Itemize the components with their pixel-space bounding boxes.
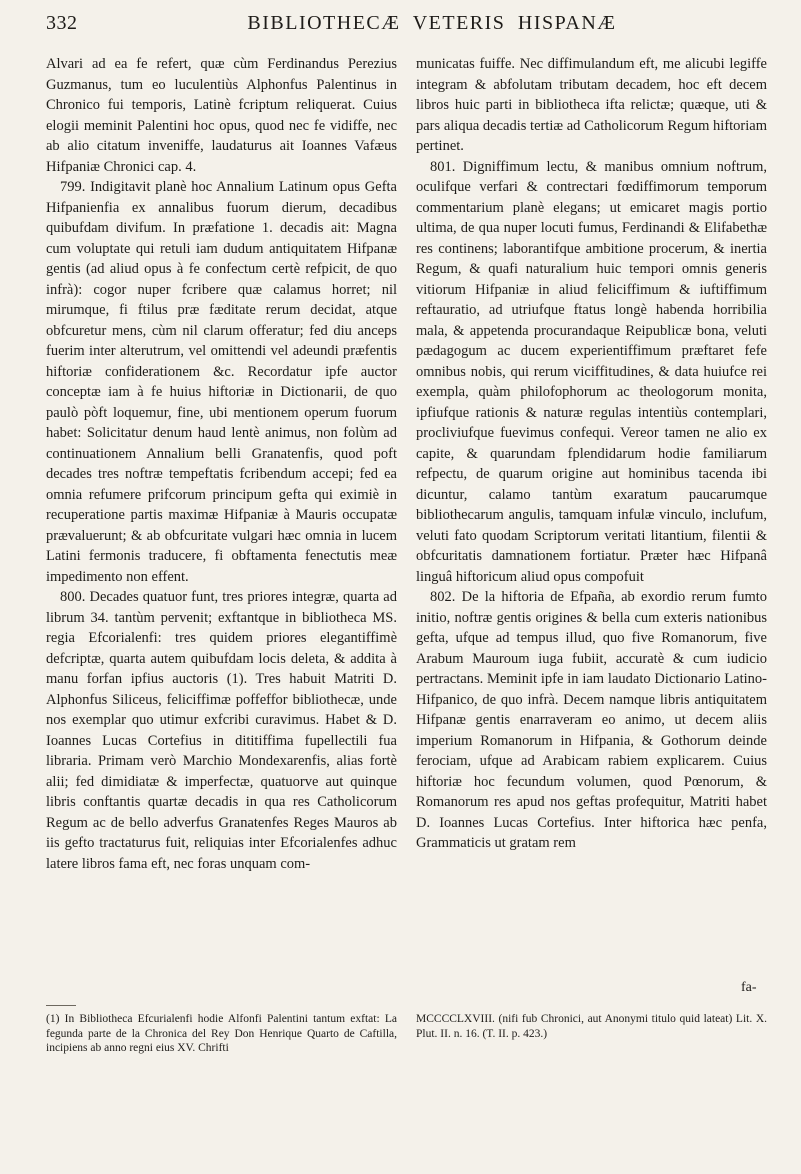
- footnote-right: [416, 1012, 767, 1041]
- page-header: [0, 0, 801, 50]
- page-number: 332: [46, 12, 78, 34]
- paragraph-799: 799. Indigitavit planè hoc Annalium Latinum opus Gefta Hifpanienfia ex annalibus fuorum dierum, decadibus quibufdam divifum. In præfatione 1. decadis ait: Magna cum voluptate qui retuli iam dudum antiquitatem Hifpanæ gentis (ad aliud opus à fe confectum certè refpicit, de quo infrà): cogor nuper fcribere quæ calamus horret; nil mirumque, fi ftilus præ fæditate rerum decidat, atque obfcuretur mens, cùm nil clarum offeratur; fed diu anceps fuerim inter alterutrum, vel omittendi vel adeundi præfentis hiftoriæ confiderationem &c. Recordatur ipfe auctor conceptæ iam à fe huius hiftoriæ in Dictionarii, de quo paulò pòft loquemur, fine, ubi mentionem operum fuorum habet: Solicitatur denum haud lentè animus, non folùm ad continuationem Annalium belli Granatenfis, quod poft decades tres noftræ tempeftatis fcribendum accepi; fed ea omnia refumere prifcorum principum gefta qui eximiè in recuperatione partis maximæ Hifpaniæ à Mauris occupatæ prævaluerunt; & ab obfcuritate vulgari hæc omnia in lucem Latini fermonis traducere, fi obftamenta fenectutis meæ impedimento non effent.: [46, 179, 397, 585]
- left-column: [46, 54, 397, 874]
- footnote-1-continued: MCCCCLXVIII. (nifi fub Chronici, aut Anonymi titulo quid lateat) Lit. X. Plut. II. n. 16. (T. II. p. 423.): [416, 1013, 767, 1040]
- footnote-1: (1) In Bibliotheca Efcurialenfi hodie Alfonfi Palentini tantum exftat: La fegunda parte de la Chronica del Rey Don Henrique Quarto de Caftilla, incipiens ab anno regni eius XV. Chrifti: [46, 1013, 397, 1054]
- footnote-divider: [46, 1005, 76, 1006]
- running-title: BIBLIOTHECÆ VETERIS HISPANÆ: [247, 12, 617, 34]
- right-column: [416, 54, 767, 854]
- paragraph-802: 802. De la hiftoria de Efpaña, ab exordio rerum fumto initio, noftræ gentis origines & bella cum exteris nationibus gefta, ufque ad tempus illud, quo five Romanorum, five Arabum Mauroum iuga fubiit, accuratè & cum iudicio pertractans. Meminit ipfe in iam laudato Dictionario Latino-Hifpanico, de quo infrà. Decem namque libris antiquitatem Hifpanæ gentis enarraveram eo animo, ut decem aliis imperium Romanorum in Hifpania, & Gothorum deinde ferociam, ufque ad Arabicam rabiem explicarem. Cuius hiftoriæ hoc fecundum volumen, quod Pœnorum, & Romanorum res apud nos geftas profequitur, Matriti habet D. Ioannes Lucas Cortefius. Inter hiftorica hæc penfa, Grammaticis ut gratam rem: [416, 589, 767, 851]
- paragraph-continued-right: municatas fuiffe. Nec diffimulandum eft, me alicubi legiffe integram & abfolutam tributam decadem, hoc eft decem libros huic parti in bibliotheca ifta relictæ; quæque, uti & pars aliqua decadis tertiæ ad Catholicorum Regum hiftoriam pertinet.: [416, 56, 767, 154]
- paragraph-continued: Alvari ad ea fe refert, quæ cùm Ferdinandus Perezius Guzmanus, tum eo luculentiùs Alphonfus Palentinus in Chronico fui temporis, Latinè fcriptum reliquerat. Cuius elogii meminit Palentini hoc opus, quod nec fe vidiffe, nec ab alio citatum inveniffe, laudaturus ait Ioannes Vafæus Hifpaniæ Chronici cap. 4.: [46, 56, 397, 175]
- paragraph-801: 801. Digniffimum lectu, & manibus omnium noftrum, oculifque verfari & contrectari fœdiffimorum temporum commentarium planè elegans; ut emicaret magis portio ultima, de qua nuper locuti fumus, Ferdinandi & Elifabethæ res continens; laborantifque ambitione procerum, & inertia Regum, & quafi naturalium huic tempori omnis generis vitiorum Hifpaniæ in aliud feliciffimum & iuftiffimum reftauratio, ad utriufque ftatus longè habenda horribilia mala, & appetenda procurandaque Reipublicæ bona, veluti pædagogum ac ducem experientiffimum præftaret fefe omnibus nobis, qui rerum viciffitudines, & data huiufce rei exempla, quàm philofophorum ac theologorum monita, ipfiufque rationis & naturæ regulas intentiùs contemplari, procliviufque fuevimus confequi. Vereor tamen ne alio ex capite, & quarundam fplendidarum hodie familiarum refpectu, de quarum origine aut hominibus tacenda ibi dicuntur, calamo tantùm exaratum paucarumque bibliothecarum angulis, tamquam infulæ vinculo, inclufum, veluti fato quodam Scriptorum veritati litantium, filentii & obfcuritatis damnationem fortiatur. Præter hæc Hifpanâ linguâ hiftoricum aliud opus compofuit: [416, 158, 767, 585]
- paragraph-800: 800. Decades quatuor funt, tres priores integræ, quarta ad librum 34. tantùm pervenit; exftantque in bibliotheca MS. regia Efcorialenfi: tres quidem priores elegantiffimè defcriptæ, quarta autem quibufdam locis deleta, & addita à manu forfan ipfius auctoris (1). Tres habuit Matriti D. Alphonfus Siliceus, feliciffimæ poffeffor bibliothecæ, unde nos exemplar quo utimur exfcribi curavimus. Habet & D. Ioannes Lucas Cortefius in dititiffima fupellectili fua libraria. Primam verò Marchio Mondexarenfis, alias fortè alii; fed dimidiatæ & imperfectæ, quatuorve aut quinque libris conftantis quartæ decadis in qua res Catholicorum Regum ac de bello adverfus Granatenfes Reges Mauros ab iis gefto tractaturus fuit, reliquias inter Efcorialenfes adhuc latere libros fama eft, nec foras unquam com-: [46, 589, 397, 872]
- footnote-left: [46, 1012, 397, 1056]
- catchword: fa-: [741, 980, 757, 995]
